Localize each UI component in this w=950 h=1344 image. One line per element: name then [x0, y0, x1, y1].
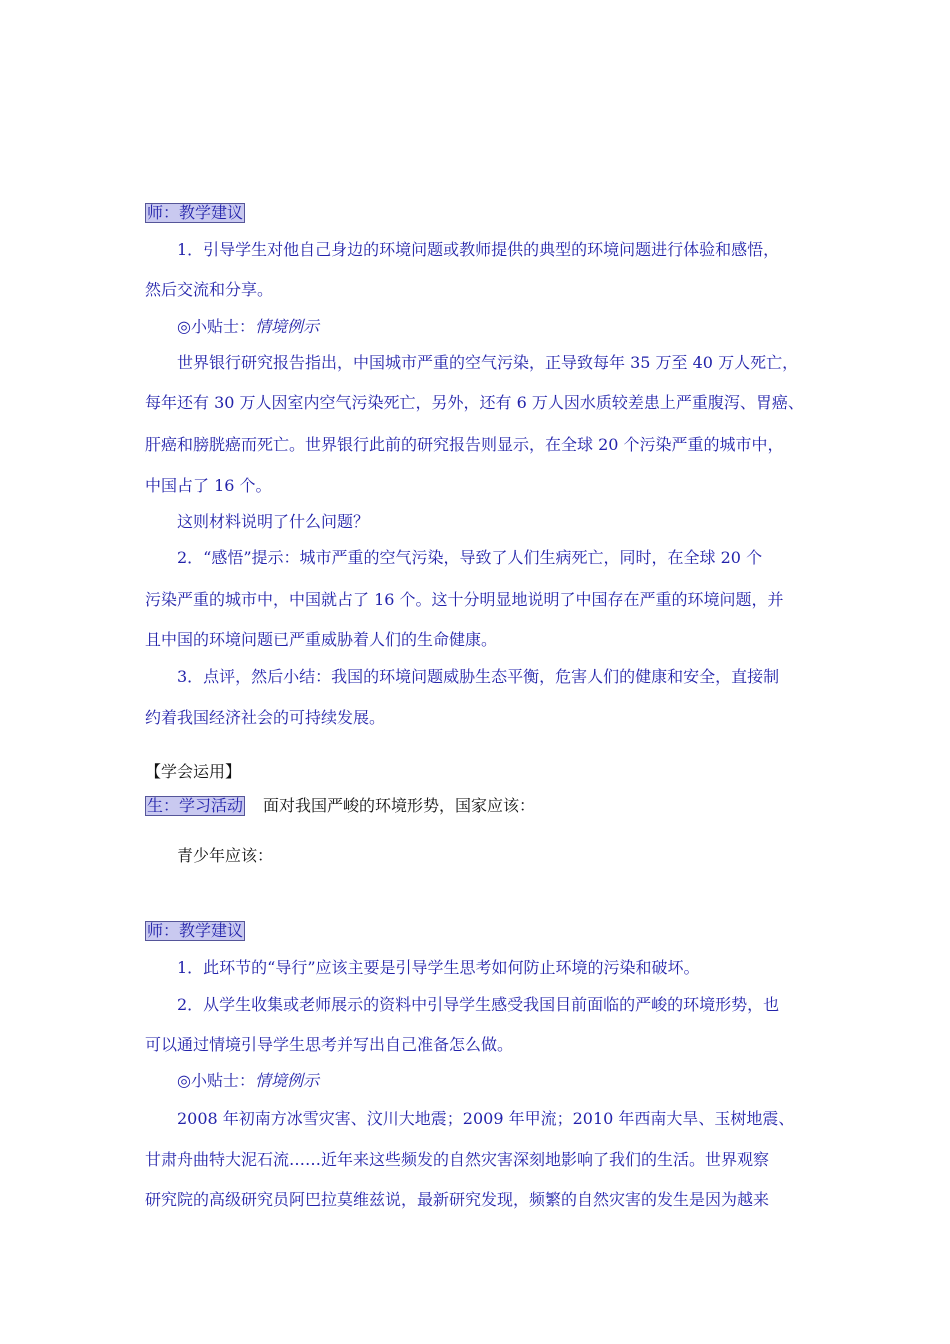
paragraph-line: 可以通过情境引导学生思考并写出自己准备怎么做。	[145, 1035, 514, 1054]
country-prompt: 面对我国严峻的环境形势，国家应该：	[263, 796, 536, 815]
youth-prompt: 青少年应该：	[177, 846, 274, 865]
paragraph-line: 3．点评，然后小结：我国的环境问题威胁生态平衡，危害人们的健康和安全，直接制	[177, 667, 780, 686]
teacher-suggestion-label: 师：教学建议	[147, 921, 244, 940]
paragraph-line: 每年还有 30 万人因室内空气污染死亡，另外，还有 6 万人因水质较差患上严重腹泻、胃癌、	[145, 393, 804, 412]
tip-heading	[177, 317, 810, 339]
paragraph-line: 1．引导学生对他自己身边的环境问题或教师提供的典型的环境问题进行体验和感悟，	[177, 240, 780, 259]
paragraph-line: 研究院的高级研究员阿巴拉莫维兹说，最新研究发现，频繁的自然灾害的发生是因为越来	[145, 1190, 770, 1209]
tip-prefix: ◎小贴士：	[177, 317, 255, 336]
paragraph-line: 1．此环节的“导行”应该主要是引导学生思考如何防止环境的污染和破坏。	[177, 958, 700, 977]
tip-title: 情境例示	[254, 317, 319, 336]
teacher-suggestion-label: 师：教学建议	[147, 203, 244, 222]
paragraph-line: 2．从学生收集或老师展示的资料中引导学生感受我国目前面临的严峻的环境形势，也	[177, 995, 780, 1014]
student-activity-row	[145, 796, 810, 818]
paragraph-line: 2．“感悟”提示：城市严重的空气污染，导致了人们生病死亡，同时，在全球 20 个	[177, 548, 763, 567]
section-heading: 【学会运用】	[145, 762, 242, 781]
paragraph-line: 污染严重的城市中，中国就占了 16 个。这十分明显地说明了中国存在严重的环境问题，并	[145, 590, 784, 609]
paragraph-line: 2008 年初南方冰雪灾害、汶川大地震；2009 年甲流；2010 年西南大旱、玉树地震、	[177, 1109, 795, 1128]
paragraph-line: 中国占了 16 个。	[145, 476, 272, 495]
teacher-suggestion-label-row	[145, 203, 810, 225]
paragraph-line: 甘肃舟曲特大泥石流……近年来这些频发的自然灾害深刻地影响了我们的生活。世界观察	[145, 1150, 770, 1169]
teacher-suggestion-label-row	[145, 921, 810, 943]
tip-prefix: ◎小贴士：	[177, 1071, 255, 1090]
paragraph-line: 肝癌和膀胱癌而死亡。世界银行此前的研究报告则显示，在全球 20 个污染严重的城市中，	[145, 435, 784, 454]
tip-heading	[177, 1071, 810, 1093]
paragraph-line: 且中国的环境问题已严重威胁着人们的生命健康。	[145, 630, 498, 649]
tip-title: 情境例示	[254, 1071, 319, 1090]
paragraph-line: 约着我国经济社会的可持续发展。	[145, 708, 386, 727]
question-line: 这则材料说明了什么问题？	[177, 512, 370, 531]
paragraph-line: 世界银行研究报告指出，中国城市严重的空气污染，正导致每年 35 万至 40 万人死亡，	[177, 353, 799, 372]
student-activity-label: 生：学习活动	[147, 796, 244, 815]
paragraph-line: 然后交流和分享。	[145, 280, 274, 299]
